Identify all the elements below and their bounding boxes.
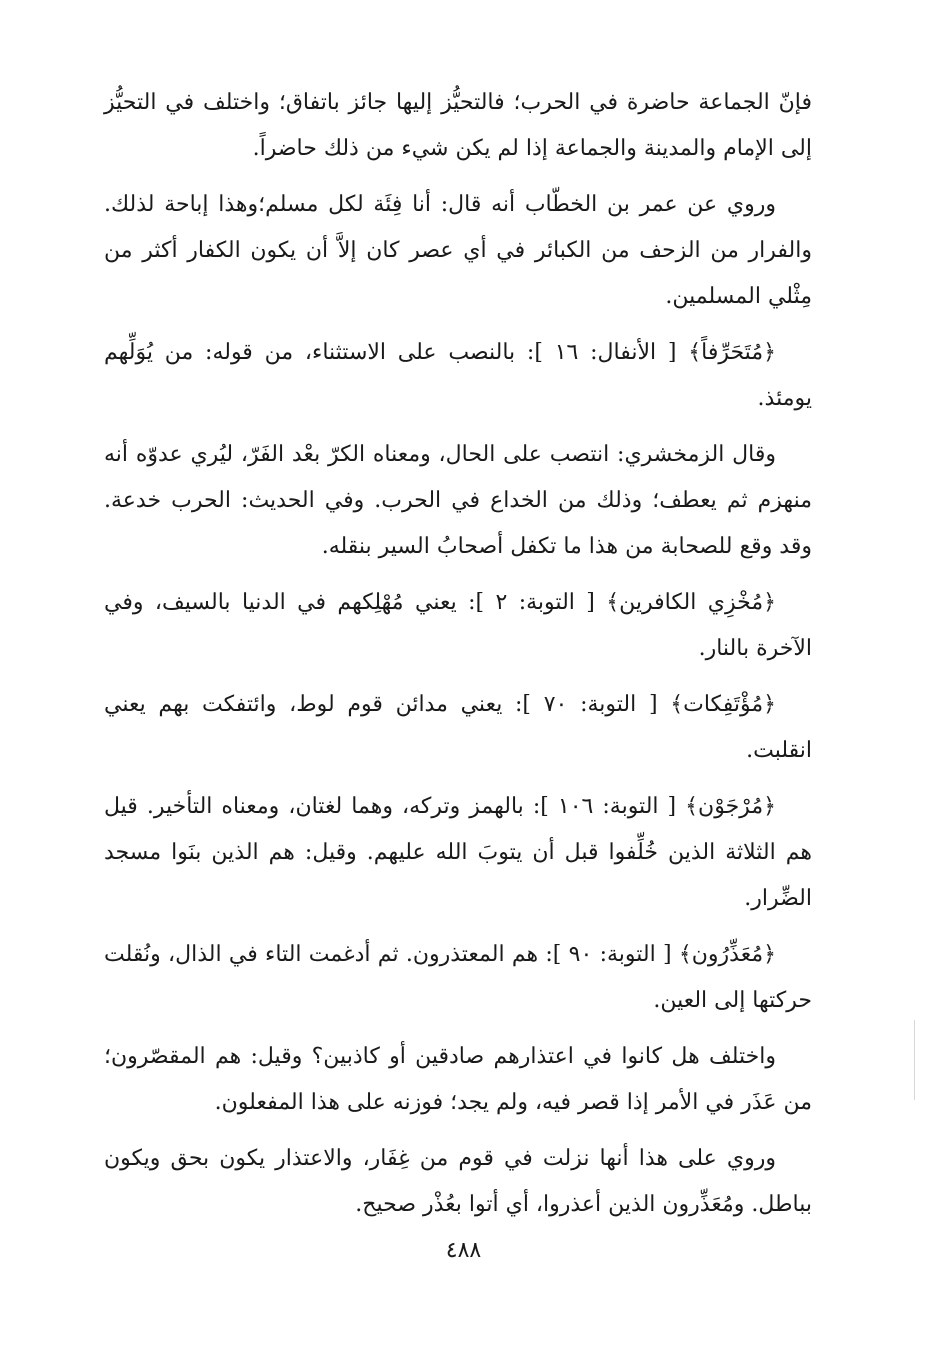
page-body	[104, 80, 812, 1238]
scan-edge-mark	[914, 1020, 915, 1100]
paragraph-2: وروي عن عمر بن الخطّاب أنه قال: أنا فِئَة لكل مسلم؛وهذا إباحة لذلك. والفرار من الزحف من الكبائر في أي عصر كان إلاَّ أن يكون الكفار أكثر من مِثْلي المسلمين.	[104, 192, 812, 309]
paragraph-10: وروي على هذا أنها نزلت في قوم من غِفَار، والاعتذار يكون بحق ويكون بباطل. ومُعَذِّرون الذين أعذروا، أي أتوا بعُذْر صحيح.	[104, 1146, 812, 1217]
paragraph-9: واختلف هل كانوا في اعتذارهم صادقين أو كاذبين؟ وقيل: هم المقصّرون؛ من عَذَر في الأمر إذا قصر فيه، ولم يجد؛ فوزنه على هذا المفعلون.	[104, 1044, 812, 1115]
paragraph-5: ﴿مُخْزِي الكافرين﴾ [ التوبة: ٢ ]: يعني مُهْلِكهم في الدنيا بالسيف، وفي الآخرة بالنار.	[104, 590, 812, 661]
paragraph-3: ﴿مُتَحَرِّفاً﴾ [ الأنفال: ١٦ ]: بالنصب على الاستثناء، من قوله: من يُوَلِّهم يومئذ.	[104, 340, 812, 411]
paragraph-6: ﴿مُؤْتَفِكات﴾ [ التوبة: ٧٠ ]: يعني مدائن قوم لوط، وائتفكت بهم يعني انقلبت.	[104, 692, 812, 763]
page-number: ٤٨٨	[445, 1238, 482, 1263]
paragraph-7: ﴿مُرْجَوْن﴾ [ التوبة: ١٠٦ ]: بالهمز وتركه، وهما لغتان، ومعناه التأخير. قيل هم الثلاثة الذين خُلِّفوا قبل أن يتوبَ الله عليهم. وقيل: هم الذين بنَوا مسجد الضِّرار.	[104, 794, 812, 911]
paragraph-4: وقال الزمخشري: انتصب على الحال، ومعناه الكرّ بعْد الفَرّ، ليُري عدوّه أنه منهزم ثم يعطف؛ وذلك من الخداع في الحرب. وفي الحديث: الحرب خدعة. وقد وقع للصحابة من هذا ما تكفل أصحابُ السير بنقله.	[104, 442, 812, 559]
paragraph-1: فإنّ الجماعة حاضرة في الحرب؛ فالتحيُّز إليها جائز باتفاق؛ واختلف في التحيُّز إلى الإمام والمدينة والجماعة إذا لم يكن شيء من ذلك حاضراً.	[104, 90, 812, 161]
paragraph-8: ﴿مُعَذِّرُون﴾ [ التوبة: ٩٠ ]: هم المعتذرون. ثم أدغمت التاء في الذال، ونُقلت حركتها إلى العين.	[104, 942, 812, 1013]
